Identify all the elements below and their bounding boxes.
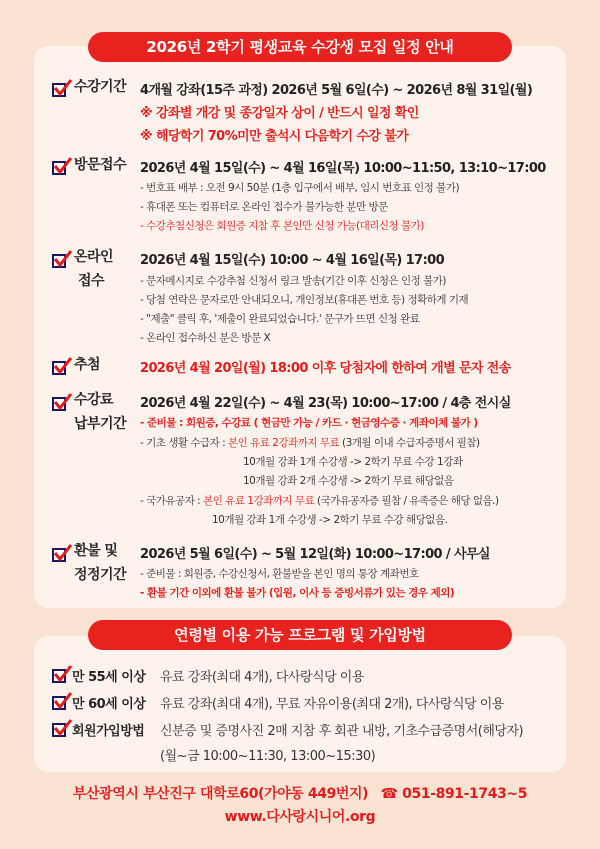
age-item-text-1: 유료 강좌(최대 4개), 다사랑식당 이용 <box>160 670 364 685</box>
visit-detail-1: - 번호표 배부 : 오전 9시 50분 (1층 입구에서 배부, 임시 번호표 인정 불가) <box>140 182 460 194</box>
refund-detail-2: - 환불 기간 이외에 환불 불가 (입원, 이사 등 증빙서류가 있는 경우 제외) <box>140 587 455 599</box>
period-note-2: ※ 해당학기 70%미만 출석시 다음학기 수강 불가 <box>140 129 409 144</box>
basic-red: 본인 유료 2강좌까지 무료 <box>228 437 340 449</box>
payment-veteran-line2: 10개월 강좌 1개 수강생 -> 2학기 무료 수강 해당없음. <box>212 514 448 526</box>
online-detail-4: - 온라인 접수하신 분은 방문 X <box>140 332 271 344</box>
member-hours: (월~금 10:00~11:30, 13:00~15:30) <box>160 749 376 764</box>
label-online-2: 접수 <box>78 273 105 289</box>
label-online-1: 온라인 <box>74 249 114 265</box>
checkbox-icon <box>52 361 66 375</box>
checkbox-icon <box>52 723 66 737</box>
visit-detail-2: - 휴대폰 또는 컴퓨터로 온라인 접수가 불가능한 분만 방문 <box>140 201 388 213</box>
veteran-red: 본인 유료 1강좌까지 무료 <box>203 495 315 507</box>
age-item-text-2: 유료 강좌(최대 4개), 무료 자유이용(최대 2개), 다사랑식당 이용 <box>160 697 504 712</box>
lottery-main: 2026년 4월 20일(월) 18:00 이후 당첨자에 한하여 개별 문자 전송 <box>140 361 511 376</box>
basic-suffix: (3개월 이내 수급자증명서 필참) <box>339 437 480 449</box>
veteran-suffix: (국가유공자증 필참 / 유족증은 해당 없음.) <box>314 495 499 507</box>
age-section-title: 연령별 이용 가능 프로그램 및 가입방법 <box>88 620 512 650</box>
telephone-icon: ☎ <box>380 786 398 802</box>
age-item-text-3: 신분증 및 증명사진 2매 지참 후 회관 내방, 기초수급증명서(해당자) <box>160 724 524 739</box>
checkbox-icon <box>52 548 66 562</box>
online-detail-3: - "제출" 클릭 후, '제출이 완료되었습니다.' 문구가 뜨면 신청 완료 <box>140 313 420 325</box>
footer-phone: 051-891-1743~5 <box>402 786 528 802</box>
label-refund-1: 환불 및 <box>74 543 118 559</box>
checkbox-icon <box>52 83 66 97</box>
footer-website[interactable]: www.다사랑시니어.org <box>224 809 376 825</box>
label-payment-1: 수강료 <box>74 392 114 408</box>
age-item-label-2: 만 60세 이상 <box>72 697 146 712</box>
visit-main: 2026년 4월 15일(수) ~ 4월 16일(목) 10:00~11:50, 13:10~17:00 <box>140 161 546 176</box>
checkbox-icon <box>52 254 66 268</box>
visit-detail-3: - 수강추첨신청은 회원증 지참 후 본인만 신청 가능(대리신청 불가) <box>140 220 424 232</box>
basic-prefix: - 기초 생활 수급자 : <box>140 437 229 449</box>
page-title: 2026년 2학기 평생교육 수강생 모집 일정 안내 <box>88 32 512 62</box>
label-lottery: 추첨 <box>74 357 101 373</box>
period-note-1: ※ 강좌별 개강 및 종강일자 상이 / 반드시 일정 확인 <box>140 106 419 121</box>
age-item-label-1: 만 55세 이상 <box>72 670 146 685</box>
label-payment-2: 납부기간 <box>74 416 127 432</box>
age-item-label-3: 회원가입방법 <box>72 724 145 739</box>
payment-basic-line2: 10개월 강좌 1개 수강생 -> 2학기 무료 수강 1강좌 <box>243 456 463 468</box>
refund-detail-1: - 준비물 : 회원증, 수강신청서, 환불받을 본인 명의 통장 계좌번호 <box>140 568 419 580</box>
online-detail-2: - 당첨 연락은 문자로만 안내되오니, 개인정보(휴대폰 번호 등) 정확하게 기재 <box>140 294 469 306</box>
checkbox-icon <box>52 669 66 683</box>
label-period: 수강기간 <box>74 79 127 95</box>
online-main: 2026년 4월 15일(수) 10:00 ~ 4월 16일(목) 17:00 <box>140 253 445 268</box>
veteran-prefix: - 국가유공자 : <box>140 495 204 507</box>
payment-prep: - 준비물 : 회원증, 수강료 ( 현금만 가능 / 카드 · 현금영수증 · 계좌이체 불가 ) <box>140 417 478 429</box>
footer-address: 부산광역시 부산진구 대학로60(가야동 449번지) <box>72 786 369 802</box>
footer-contact <box>0 783 600 803</box>
payment-basic-line3: 10개월 강좌 2개 수강생 -> 2학기 무료 해당없음 <box>243 475 454 487</box>
payment-basic <box>140 435 480 450</box>
payment-veteran <box>140 493 499 508</box>
refund-main: 2026년 5월 6일(수) ~ 5월 12일(화) 10:00~17:00 / 사무실 <box>140 547 490 562</box>
checkbox-icon <box>52 161 66 175</box>
online-detail-1: - 문자메시지로 수강추첨 신청서 링크 발송(기간 이후 신청은 인정 불가) <box>140 275 447 287</box>
checkbox-icon <box>52 696 66 710</box>
payment-main: 2026년 4월 22일(수) ~ 4월 23(목) 10:00~17:00 / 4층 전시실 <box>140 396 511 411</box>
period-main: 4개월 강좌(15주 과정) 2026년 5월 6일(수) ~ 2026년 8월 31일(월) <box>140 83 533 98</box>
checkbox-icon <box>52 397 66 411</box>
label-visit: 방문접수 <box>74 157 127 173</box>
label-refund-2: 정정기간 <box>74 567 127 583</box>
